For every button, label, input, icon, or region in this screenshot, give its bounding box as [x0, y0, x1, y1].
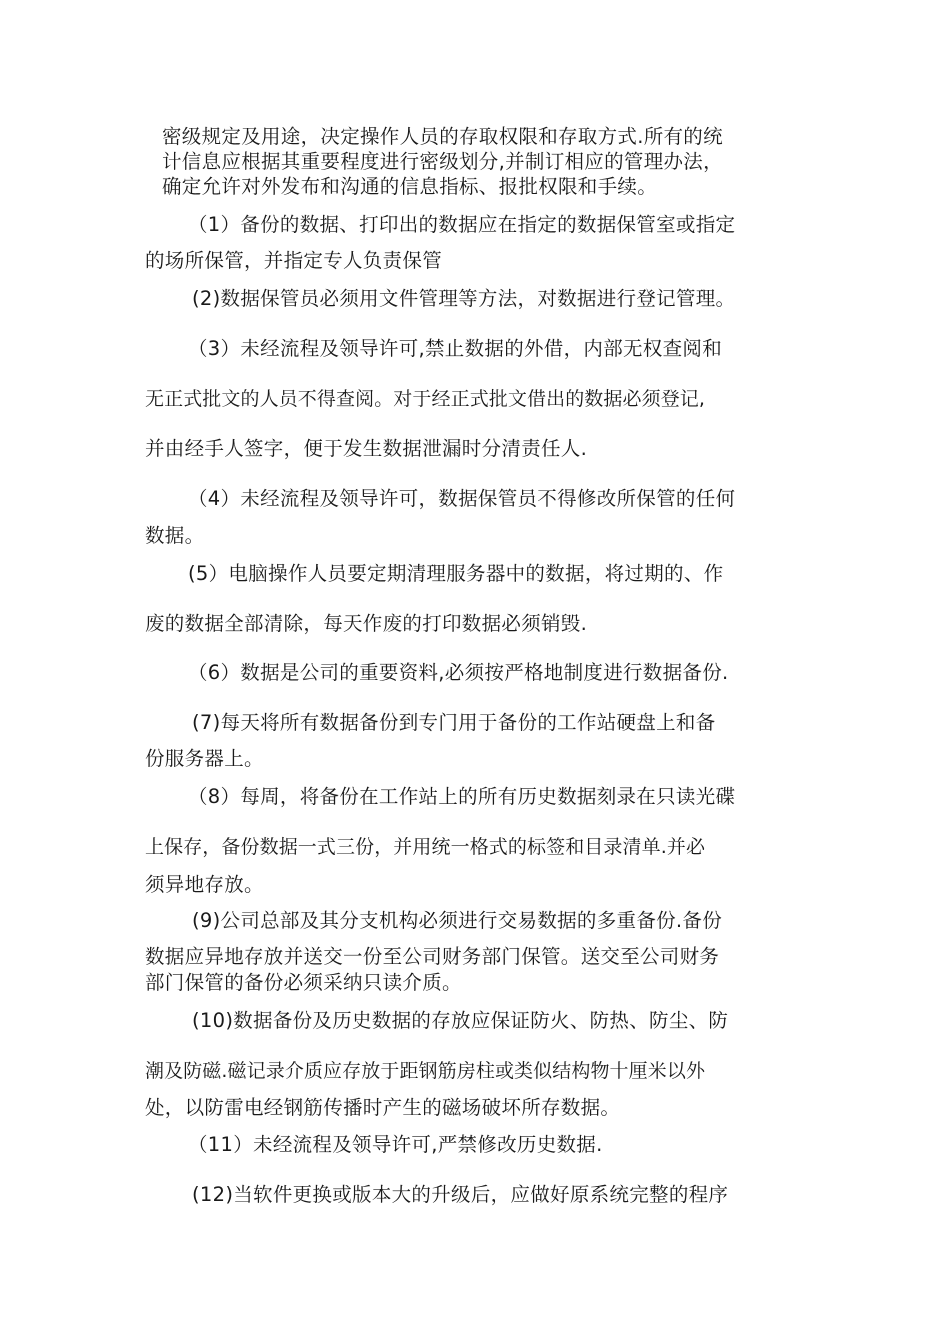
text-line-15: (7)每天将所有数据备份到专门用于备份的工作站硬盘上和备: [192, 711, 716, 734]
text-line-17: （8）每周，将备份在工作站上的所有历史数据刻录在只读光碟: [188, 785, 736, 808]
text-line-16: 份服务器上。: [145, 747, 264, 770]
text-line-2: 计信息应根据其重要程度进行密级划分,并制订相应的管理办法，: [162, 150, 723, 173]
text-line-7: （3）未经流程及领导许可,禁止数据的外借，内部无权查阅和: [188, 337, 723, 360]
text-line-27: (12)当软件更换或版本大的升级后，应做好原系统完整的程序: [192, 1183, 729, 1206]
text-line-5: 的场所保管，并指定专人负责保管: [145, 249, 443, 272]
text-line-1: 密级规定及用途，决定操作人员的存取权限和存取方式.所有的统: [162, 125, 723, 148]
text-line-3: 确定允许对外发布和沟通的信息指标、报批权限和手续。: [162, 175, 658, 198]
text-line-19: 须异地存放。: [145, 873, 264, 896]
text-line-20: (9)公司总部及其分支机构必须进行交易数据的多重备份.备份: [192, 909, 723, 932]
text-line-22: 部门保管的备份必须采纳只读介质。: [145, 971, 462, 994]
text-line-25: 处，以防雷电经钢筋传播时产生的磁场破坏所存数据。: [145, 1096, 621, 1119]
text-line-13: 废的数据全部清除，每天作废的打印数据必须销毁.: [145, 612, 588, 635]
text-line-12: (5）电脑操作人员要定期清理服务器中的数据，将过期的、作: [188, 562, 724, 585]
text-line-26: （11）未经流程及领导许可,严禁修改历史数据.: [188, 1133, 603, 1156]
text-line-9: 并由经手人签字，便于发生数据泄漏时分清责任人.: [145, 437, 588, 460]
text-line-10: （4）未经流程及领导许可，数据保管员不得修改所保管的任何: [188, 487, 736, 510]
text-line-6: (2)数据保管员必须用文件管理等方法，对数据进行登记管理。: [192, 287, 736, 310]
text-line-11: 数据。: [145, 524, 205, 547]
text-line-24: 潮及防磁.磁记录介质应存放于距钢筋房柱或类似结构物十厘米以外: [145, 1060, 706, 1082]
text-line-8: 无正式批文的人员不得查阅。对于经正式批文借出的数据必须登记,: [145, 388, 706, 410]
text-line-14: （6）数据是公司的重要资料,必须按严格地制度进行数据备份.: [188, 661, 729, 684]
text-line-23: (10)数据备份及历史数据的存放应保证防火、防热、防尘、防: [192, 1009, 729, 1032]
text-line-18: 上保存，备份数据一式三份，并用统一格式的标签和目录清单.并必: [145, 836, 706, 858]
text-line-21: 数据应异地存放并送交一份至公司财务部门保管。送交至公司财务: [145, 945, 720, 968]
text-line-4: （1）备份的数据、打印出的数据应在指定的数据保管室或指定: [188, 213, 736, 236]
